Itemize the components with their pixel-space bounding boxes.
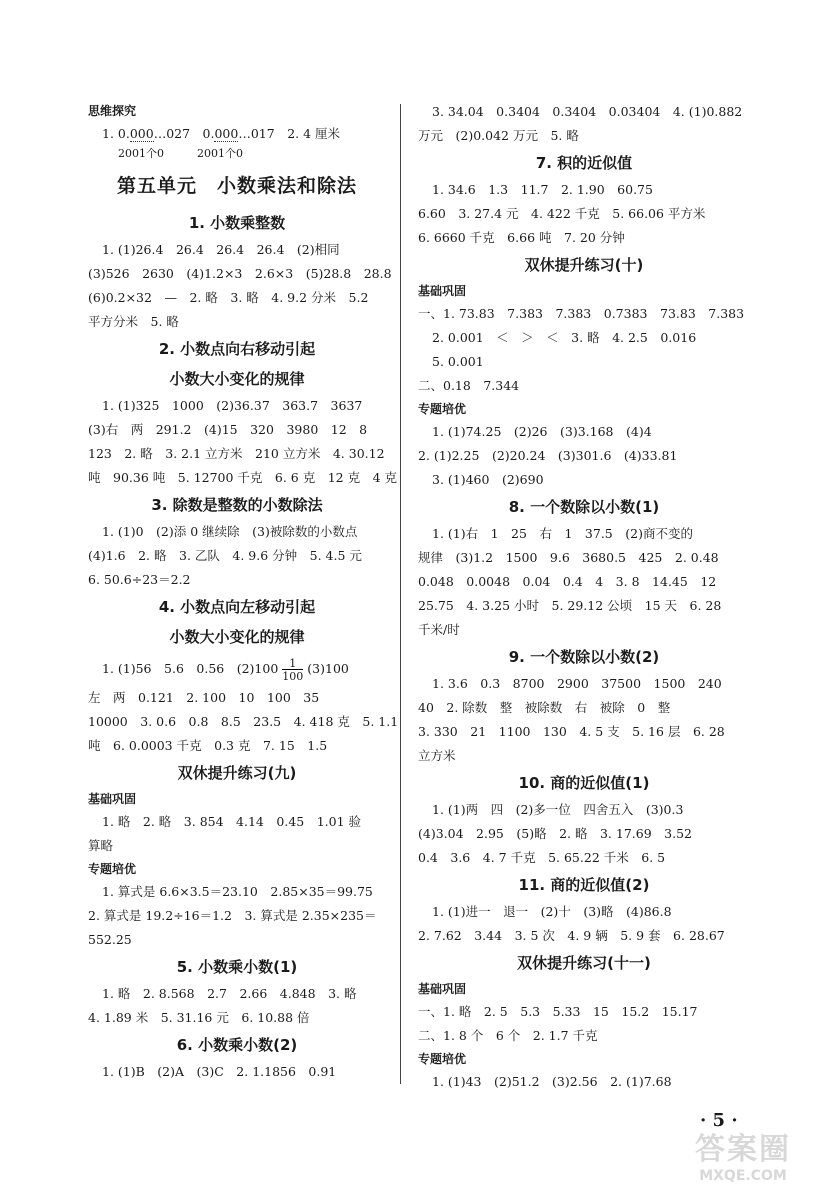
answer-line: 吨 90.36 吨 5. 12700 千克 6. 6 克 12 克 4 克: [88, 470, 398, 485]
section-title-2b: 小数大小变化的规律: [169, 370, 305, 388]
answer-line: 算略: [88, 838, 114, 853]
siwei-line-1: 1. 0.000…027 0.000…017 2. 4 厘米: [102, 126, 341, 141]
section-title-8: 8. 一个数除以小数(1): [508, 498, 660, 516]
section-title-9: 9. 一个数除以小数(2): [508, 648, 660, 666]
subheading-advanced: 专题培优: [418, 1052, 467, 1066]
answer-line: (4)3.04 2.95 (5)略 2. 略 3. 17.69 3.52: [418, 826, 692, 841]
answer-line: (3)右 两 291.2 (4)15 320 3980 12 8: [88, 422, 368, 437]
answer-line: 1. (1)进一 退一 (2)十 (3)略 (4)86.8: [432, 904, 672, 919]
section-body-4: [88, 652, 399, 758]
answer-line: 规律 (3)1.2 1500 9.6 3680.5 425 2. 0.48: [418, 550, 719, 565]
answer-line: 一、1. 73.83 7.383 7.383 0.7383 73.83 7.383: [418, 306, 745, 321]
watermark-logo: [678, 1132, 808, 1190]
answer-line: 二、1. 8 个 6 个 2. 1.7 千克: [418, 1028, 598, 1043]
subheading-basic: 基础巩固: [88, 792, 137, 806]
answer-line: 吨 6. 0.0003 千克 0.3 克 7. 15 1.5: [88, 738, 328, 753]
watermark-url: MXQE.COM: [699, 1168, 787, 1184]
section-title-10: 10. 商的近似值(1): [518, 774, 650, 792]
section-body-3: [88, 520, 386, 592]
page-number: · 5 ·: [700, 1110, 738, 1131]
answer-line: 2. (1)2.25 (2)20.24 (3)301.6 (4)33.81: [418, 448, 678, 463]
answer-line: 左 两 0.121 2. 100 10 100 35: [88, 690, 320, 705]
answer-line-fraction: 1. (1)56 5.6 0.56 (2)100 $\frac{1}{100}$ (3)100: [102, 656, 349, 683]
answer-line: (6)0.2×32 — 2. 略 3. 略 4. 9.2 分米 5.2: [88, 290, 369, 305]
section-title-11: 11. 商的近似值(2): [518, 876, 650, 894]
fraction: $\frac{1}{100}$: [282, 656, 304, 683]
answer-line: 平方分米 5. 略: [88, 314, 179, 329]
answer-line: 1. 34.6 1.3 11.7 2. 1.90 60.75: [432, 182, 653, 197]
answer-line: 123 2. 略 3. 2.1 立方米 210 立方米 4. 30.12: [88, 446, 385, 461]
answer-line: 1. (1)43 (2)51.2 (3)2.56 2. (1)7.68: [432, 1074, 672, 1089]
answer-line: 千米/时: [418, 622, 460, 637]
answer-line: 6. 50.6÷23＝2.2: [88, 572, 191, 587]
section-title-4a: 4. 小数点向左移动引起: [158, 598, 316, 616]
answer-line: 3. 330 21 1100 130 4. 5 支 5. 16 层 6. 28: [418, 724, 725, 739]
answer-line: 一、1. 略 2. 5 5.3 5.33 15 15.2 15.17: [418, 1004, 698, 1019]
answer-line: 1. (1)两 四 (2)多一位 四舍五入 (3)0.3: [432, 802, 684, 817]
column-divider: [400, 104, 401, 1084]
section-body-1: [88, 238, 392, 334]
answer-line: 2. 0.001 ＜ ＞ ＜ 3. 略 4. 2.5 0.016: [432, 330, 697, 345]
answer-line: 1. (1)26.4 26.4 26.4 26.4 (2)相同: [102, 242, 340, 257]
answer-line: 3. (1)460 (2)690: [432, 472, 544, 487]
answer-line: (3)526 2630 (4)1.2×3 2.6×3 (5)28.8 28.8: [88, 266, 392, 281]
answer-line: 1. 略 2. 略 3. 854 4.14 0.45 1.01 验: [102, 814, 362, 829]
right-column: [418, 100, 750, 1094]
answer-line: 5. 0.001: [432, 354, 484, 369]
answer-line: 2. 算式是 19.2÷16＝1.2 3. 算式是 2.35×235＝: [88, 908, 377, 923]
answer-line: 1. (1)0 (2)添 0 继续除 (3)被除数的小数点: [102, 524, 358, 539]
answer-line: 万元 (2)0.042 万元 5. 略: [418, 128, 579, 143]
answer-line: 1. 算式是 6.6×3.5＝23.10 2.85×35＝99.75: [102, 884, 373, 899]
answer-line: 6. 6660 千克 6.66 吨 7. 20 分钟: [418, 230, 625, 245]
answer-line: 40 2. 除数 整 被除数 右 被除 0 整: [418, 700, 671, 715]
watermark-title: 答案圈: [695, 1132, 791, 1167]
answer-line: 0.048 0.0048 0.04 0.4 4 3. 8 14.45 12: [418, 574, 717, 589]
answer-line: 0.4 3.6 4. 7 千克 5. 65.22 千米 6. 5: [418, 850, 666, 865]
siwei-line-2: 2001个0 2001个0: [118, 147, 243, 160]
siwei-heading: 思维探究: [88, 104, 137, 118]
subheading-basic: 基础巩固: [418, 284, 467, 298]
answer-line: 1. (1)325 1000 (2)36.37 363.7 3637: [102, 398, 363, 413]
section-title-2a: 2. 小数点向右移动引起: [158, 340, 316, 358]
section-title-7: 7. 积的近似值: [535, 154, 633, 172]
answer-line: 1. 3.6 0.3 8700 2900 37500 1500 240: [432, 676, 722, 691]
answer-line: 6.60 3. 27.4 元 4. 422 千克 5. 66.06 平方米: [418, 206, 706, 221]
answer-line: 25.75 4. 3.25 小时 5. 29.12 公顷 15 天 6. 28: [418, 598, 722, 613]
section-title-1: 1. 小数乘整数: [188, 214, 286, 232]
subheading-advanced: 专题培优: [88, 862, 137, 876]
answer-line: 3. 34.04 0.3404 0.3404 0.03404 4. (1)0.882: [432, 104, 743, 119]
section-title-4b: 小数大小变化的规律: [169, 628, 305, 646]
section-title-6: 6. 小数乘小数(2): [176, 1036, 298, 1054]
section-body-2: [88, 394, 398, 490]
subheading-advanced: 专题培优: [418, 402, 467, 416]
section-title-practice-9: 双休提升练习(九): [177, 764, 297, 782]
answer-line: 二、0.18 7.344: [418, 378, 520, 393]
answer-line: 10000 3. 0.6 0.8 8.5 23.5 4. 418 克 5. 1.1: [88, 714, 399, 729]
answer-line: 1. (1)右 1 25 右 1 37.5 (2)商不变的: [432, 526, 693, 541]
answer-line: 4. 1.89 米 5. 31.16 元 6. 10.88 倍: [88, 1010, 310, 1025]
answer-line: 552.25: [88, 932, 132, 947]
answer-line: 1. 略 2. 8.568 2.7 2.66 4.848 3. 略: [102, 986, 357, 1001]
unit-title: 第五单元 小数乘法和除法: [116, 175, 357, 197]
left-column: [88, 100, 399, 1084]
answer-line: 立方米: [418, 748, 456, 763]
answer-line: 2. 7.62 3.44 3. 5 次 4. 9 辆 5. 9 套 6. 28.67: [418, 928, 725, 943]
answer-line: 1. (1)74.25 (2)26 (3)3.168 (4)4: [432, 424, 652, 439]
answer-line: (4)1.6 2. 略 3. 乙队 4. 9.6 分钟 5. 4.5 元: [88, 548, 362, 563]
answer-line: 1. (1)B (2)A (3)C 2. 1.1856 0.91: [102, 1064, 337, 1079]
subheading-basic: 基础巩固: [418, 982, 467, 996]
section-title-3: 3. 除数是整数的小数除法: [151, 496, 323, 514]
section-title-practice-10: 双休提升练习(十): [524, 256, 644, 274]
section-title-5: 5. 小数乘小数(1): [176, 958, 298, 976]
section-title-practice-11: 双休提升练习(十一): [517, 954, 651, 972]
